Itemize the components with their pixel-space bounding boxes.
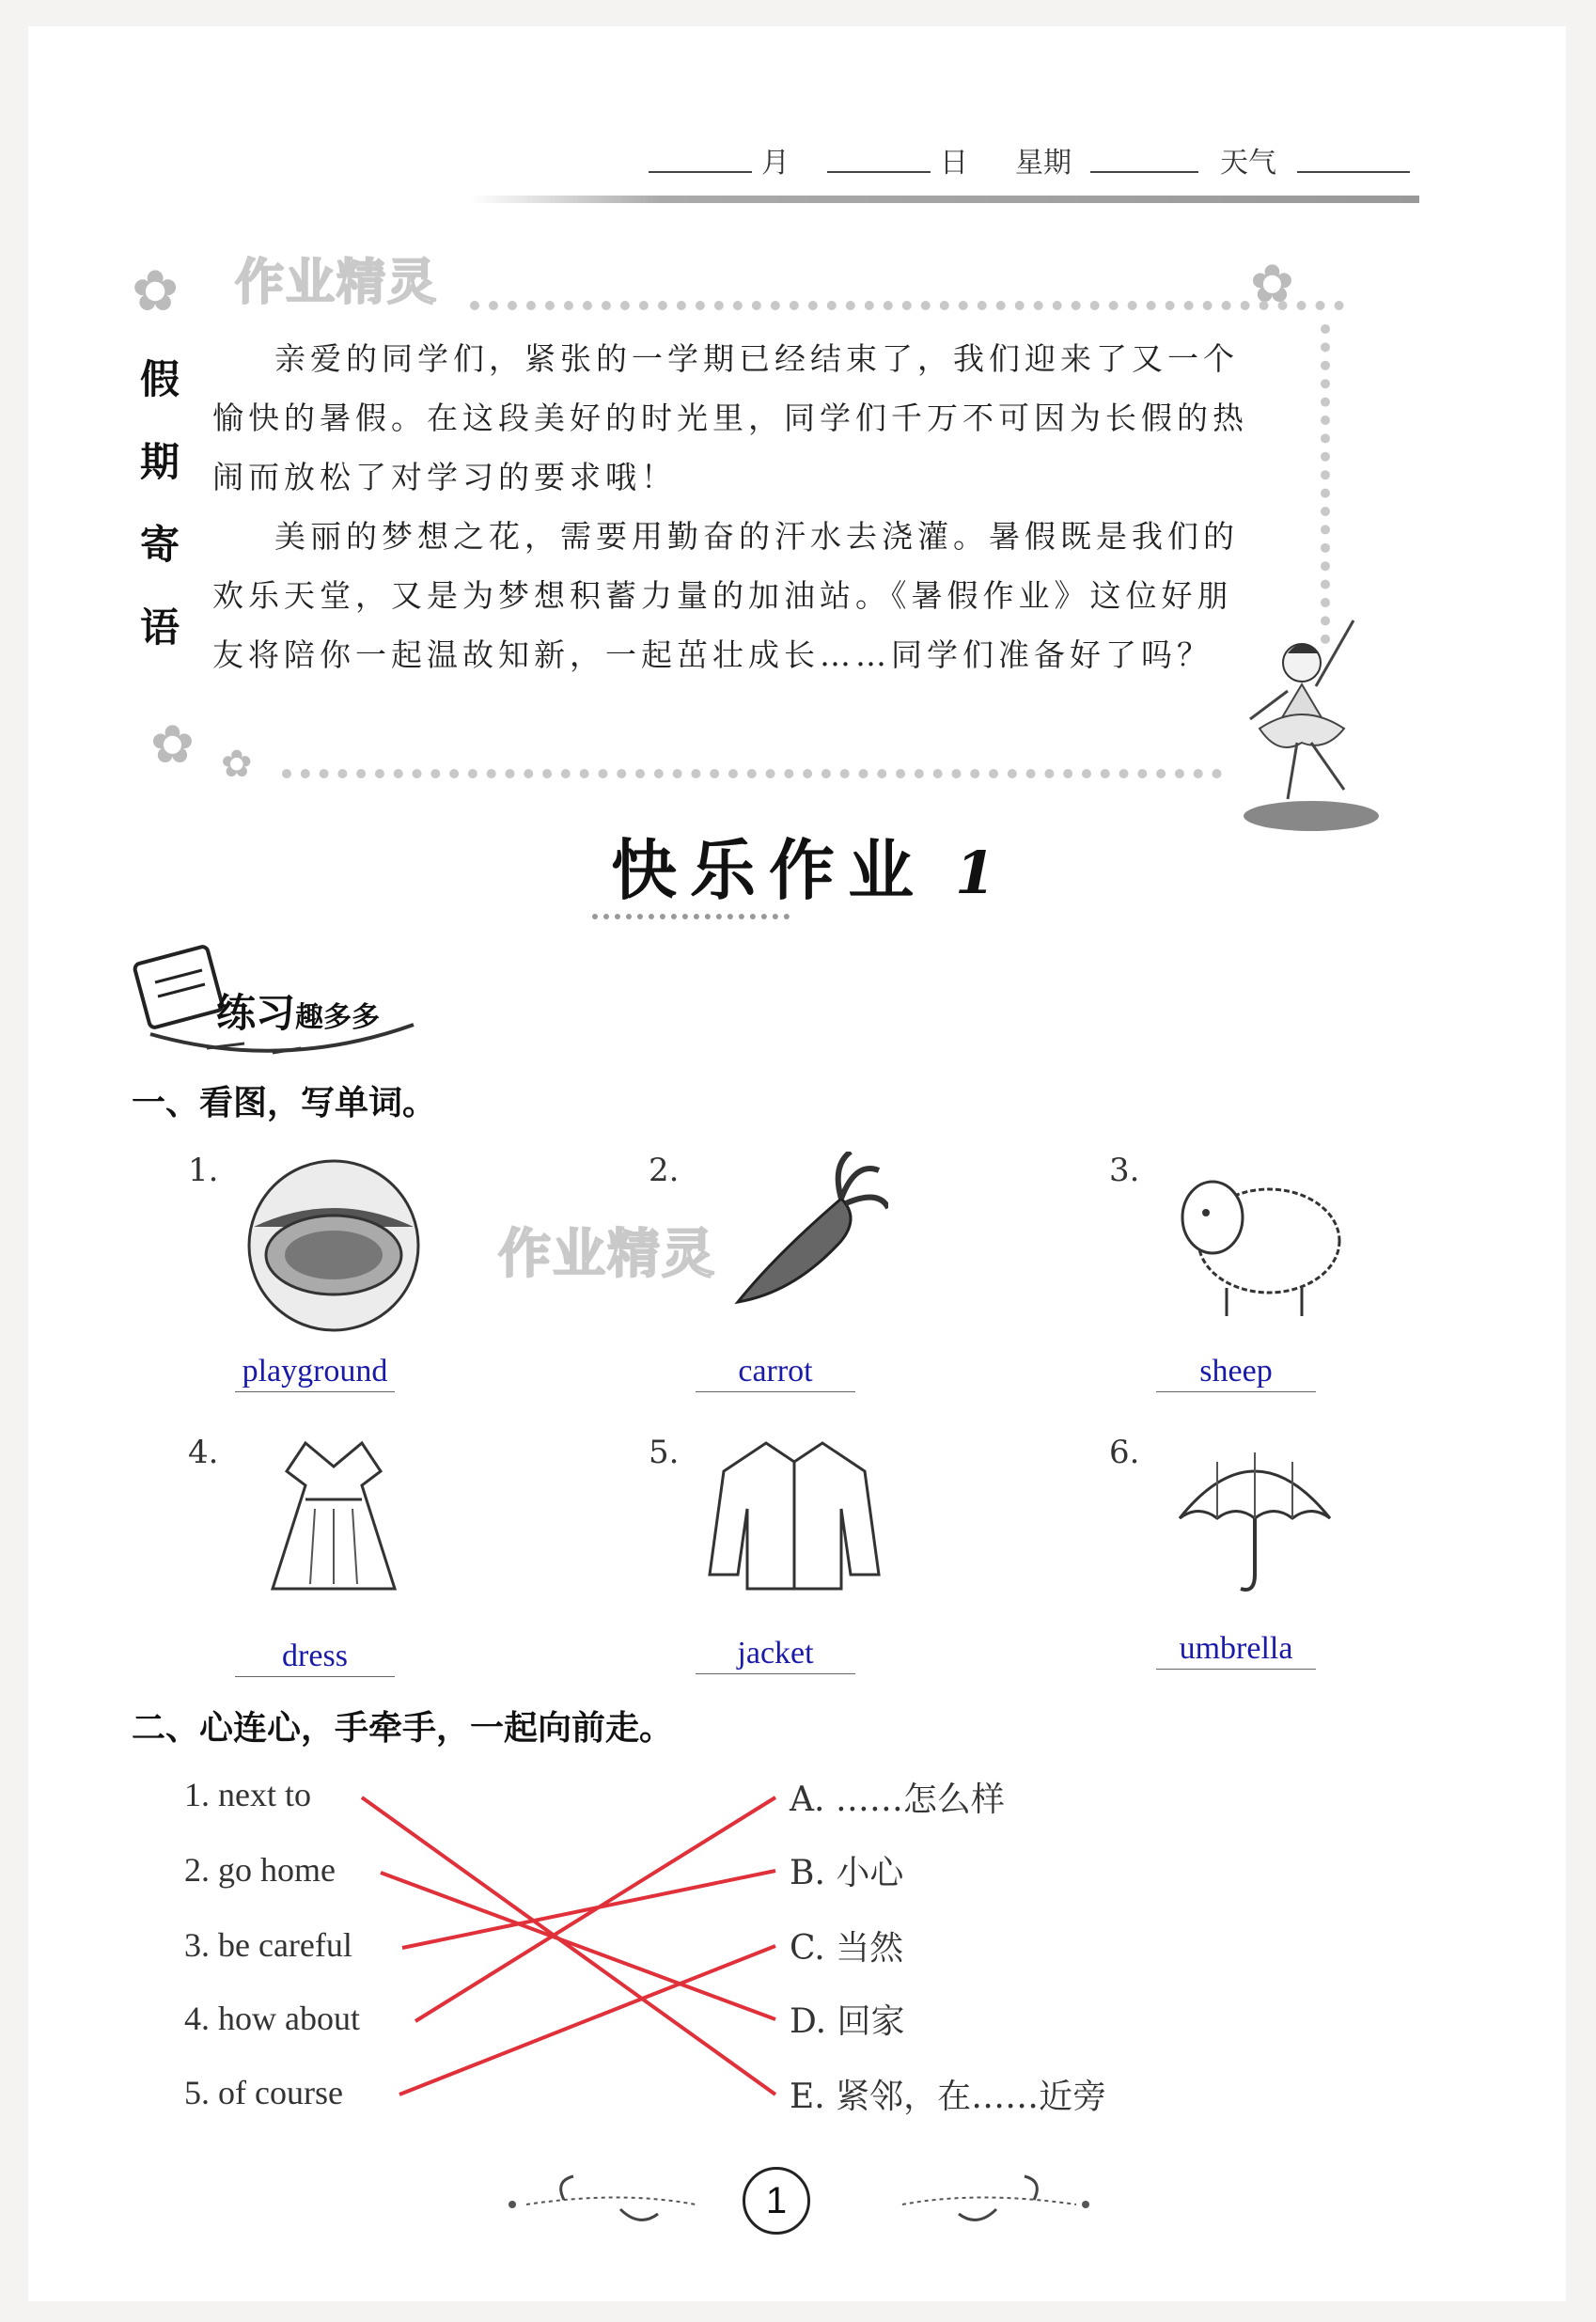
lesson-number: 1: [955, 839, 1009, 907]
item-number: 4.: [188, 1434, 219, 1471]
day-label: 日: [940, 147, 968, 180]
flower-icon: ✿: [150, 714, 195, 776]
intro-paragraph-2: 美丽的梦想之花，需要用勤奋的汗水去浇灌。暑假既是我们的欢乐天堂，又是为梦想积蓄力量的加油站。《暑假作业》这位好朋友将陪你一起温故知新，一起茁壮成长……同学们准备好了吗？: [212, 518, 1239, 673]
item-number: 2.: [649, 1152, 680, 1189]
match-left-5[interactable]: 5. of course: [184, 2074, 343, 2111]
answer-word[interactable]: carrot: [696, 1354, 855, 1392]
watermark: 作业精灵: [498, 1224, 716, 1285]
match-left-1[interactable]: 1. next to: [184, 1776, 311, 1813]
item-number: 1.: [188, 1152, 219, 1189]
match-line-1-e: [362, 1797, 775, 2095]
flower-icon: ✿: [132, 259, 180, 324]
match-line-3-b: [402, 1871, 775, 1948]
section-2-heading: 二、心连心，手牵手，一起向前走。: [132, 1709, 674, 1748]
month-label: 月: [761, 147, 790, 180]
match-left-2[interactable]: 2. go home: [184, 1851, 336, 1889]
match-left-3[interactable]: 3. be careful: [184, 1926, 352, 1964]
answer-word[interactable]: umbrella: [1156, 1631, 1316, 1670]
lesson-title-text: 快乐作业: [611, 831, 927, 909]
match-line-4-a: [415, 1797, 775, 2021]
match-left-4[interactable]: 4. how about: [184, 2000, 360, 2037]
flower-icon: ✿: [1250, 254, 1294, 315]
match-right-e[interactable]: E. 紧邻，在……近旁: [790, 2078, 1107, 2116]
match-line-2-d: [381, 1873, 775, 2019]
answer-word[interactable]: dress: [235, 1639, 395, 1677]
match-right-c[interactable]: C. 当然: [790, 1929, 904, 1968]
match-right-a[interactable]: A. ……怎么样: [790, 1781, 1005, 1819]
item-number: 6.: [1109, 1434, 1140, 1471]
item-number: 5.: [649, 1434, 680, 1471]
title-char: 期: [139, 439, 180, 485]
match-right-d[interactable]: D. 回家: [790, 2002, 905, 2041]
title-char: 寄: [139, 522, 180, 568]
intro-paragraph-1: 亲爱的同学们，紧张的一学期已经结束了，我们迎来了又一个愉快的暑假。在这段美好的时光里，同学们千万不可因为长假的热闹而放松了对学习的要求哦！: [212, 340, 1248, 495]
section-1-heading: 一、看图，写单词。: [132, 1084, 437, 1122]
page-number: 1: [743, 2167, 810, 2235]
badge-main: 练习: [216, 990, 296, 1036]
title-char: 语: [139, 604, 180, 651]
badge-sub: 趣多多: [295, 1001, 381, 1034]
item-number: 3.: [1109, 1152, 1140, 1189]
weekday-label: 星期: [1015, 147, 1072, 180]
answer-word[interactable]: jacket: [696, 1636, 855, 1674]
answer-word[interactable]: playground: [235, 1354, 395, 1392]
answer-word[interactable]: sheep: [1156, 1354, 1316, 1392]
flower-icon: ✿: [221, 743, 253, 786]
match-right-b[interactable]: B. 小心: [790, 1854, 904, 1892]
watermark: 作业精灵: [235, 255, 439, 311]
weather-label: 天气: [1220, 147, 1276, 180]
title-char: 假: [139, 356, 180, 402]
match-line-5-c: [399, 1946, 775, 2095]
